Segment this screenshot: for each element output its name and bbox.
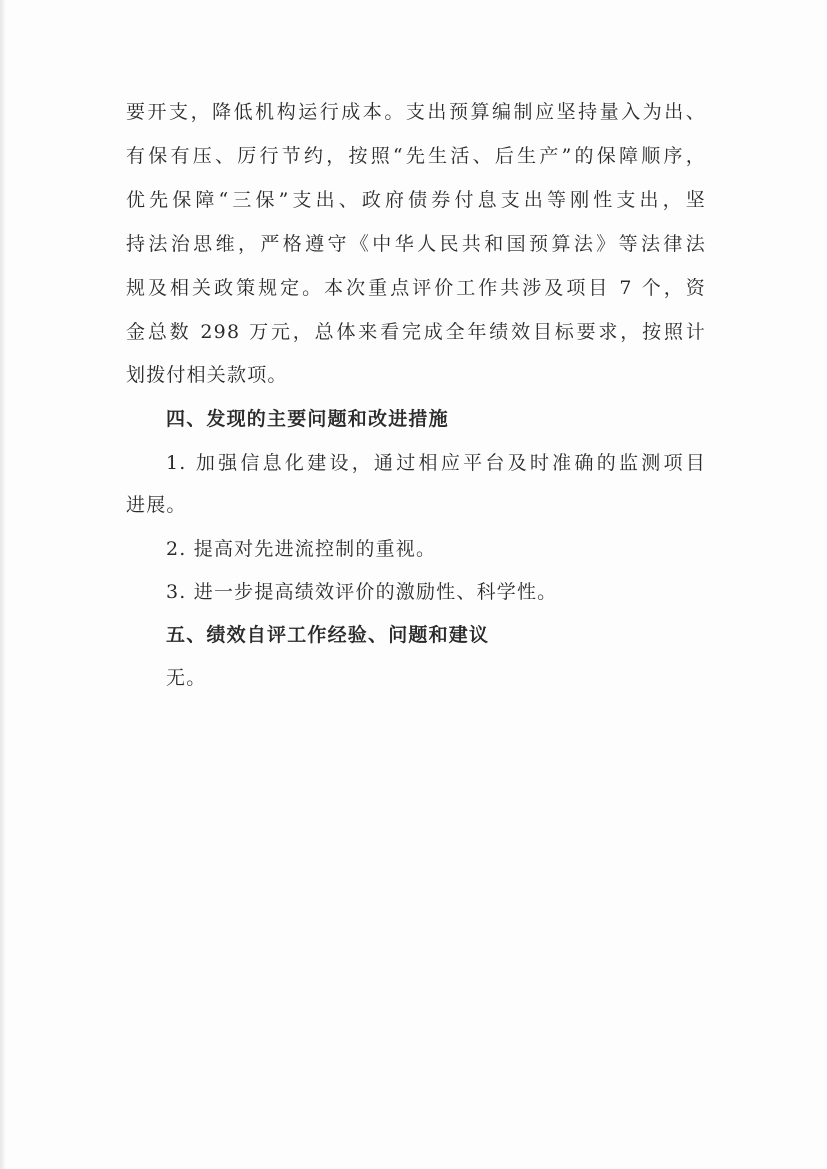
section-5-body: 无。	[166, 667, 207, 689]
paragraph-line: 优先保障“三保”支出、政府债券付息支出等刚性支出，坚	[126, 189, 706, 211]
section-4-item-1-line-1: 1. 加强信息化建设，通过相应平台及时准确的监测项目	[166, 452, 706, 474]
section-4-item-3: 3. 进一步提高绩效评价的激励性、科学性。	[166, 581, 558, 603]
paragraph-line: 持法治思维，严格遵守《中华人民共和国预算法》等法律法	[126, 233, 706, 255]
scan-edge-shadow	[0, 0, 6, 1169]
paragraph-line: 划拨付相关款项。	[126, 364, 288, 386]
paragraph-line: 有保有压、厉行节约，按照“先生活、后生产”的保障顺序，	[126, 145, 706, 167]
section-5-heading: 五、绩效自评工作经验、问题和建议	[166, 624, 490, 646]
section-4-item-2: 2. 提高对先进流控制的重视。	[166, 538, 437, 560]
paragraph-line: 规及相关政策规定。本次重点评价工作共涉及项目 7 个，资	[126, 277, 706, 299]
section-4-heading: 四、发现的主要问题和改进措施	[166, 408, 449, 430]
paragraph-line: 金总数 298 万元，总体来看完成全年绩效目标要求，按照计	[126, 321, 706, 343]
section-4-item-1-line-2: 进展。	[126, 494, 187, 516]
paragraph-line: 要开支，降低机构运行成本。支出预算编制应坚持量入为出、	[126, 101, 706, 123]
